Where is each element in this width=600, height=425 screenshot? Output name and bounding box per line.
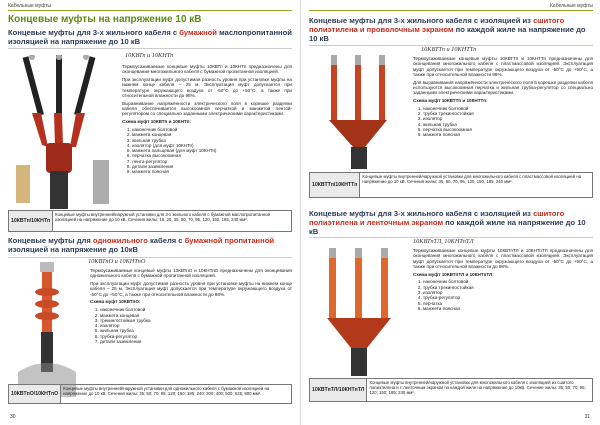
spec-text: Концевые муфты внутренней/наружной установки для многожильного кабеля с пластмассовой изоляцией на напряжение до 10 кВ. Сечения жилы: 35, 50, 70, 95, 120, 150, 185, 240 мм². <box>362 174 582 184</box>
kit-item: 6. перчатка высокоомная <box>132 153 292 158</box>
page-number: 31 <box>584 414 590 420</box>
single-core-termination-image <box>10 262 85 402</box>
kit-item: 7. лента-регулятор <box>132 159 292 164</box>
spec-row <box>309 172 593 198</box>
spec-code: 10КВТпО/10КНТпО <box>9 385 61 403</box>
spec-text: Концевые муфты внутренней/наружной установки для 3-х жильного кабеля с бумажной маслопропитанной изоляцией на напряжение до 10 кВ. Сечения жилы: 16, 25, 35, 50, 70, 95, 120, 150, 185, 240 мм². <box>55 212 270 222</box>
section-title: Концевые муфты для 3-х жильного кабеля с изоляцией из сшитого полиэтилена и проволочным экраном по каждой жиле на напряжение до 10 кВ <box>309 16 586 43</box>
section-title: Концевые муфты для одножильного кабеля с бумажной пропитанной изоляцией на напряжение до 10кВ <box>8 236 275 254</box>
kit-item: 8. детали заземления <box>132 164 292 169</box>
kit-item: 2. манжета концевая <box>100 313 292 318</box>
section-body: Термоусаживаемые концевые муфты 10КВТТп и 10КНТТп предназначены для оконцевания многожильного кабеля с пластмассовой изоляцией. Эксплуатация муфт допускается при температуре окружающего воздуха от -50°С до +50°С, а также при относительной влажности 98%. Для выравнивания напряжённости электрического поля в корешке разделки кабеля используются высокоомная перчатка и жильная трубка-регулятор со специально заданными электрическими характеристиками. Схема муфт 10КВТТп и 10КНТТп: 1. наконечник болтовой 2. трубка трекингостойкая 3. изолятор 4. жильная трубка 5. перчатка высокоомная 6. манжета поясная <box>413 56 593 138</box>
kit-item: 9. манжета поясная <box>132 169 292 174</box>
kit-item: 6. манжета поясная <box>423 132 593 137</box>
kit-item: 3. жильная трубка <box>132 138 292 143</box>
kit-item: 1. наконечник болтовой <box>132 127 292 132</box>
running-head: Кабельные муфты <box>8 3 292 11</box>
xlpe-wire-screen-termination-image <box>309 55 409 170</box>
section-body: Термоусаживаемые концевые муфты 10КВТпТЛ и 10КНТпТЛ предназначены для оконцевания многожильного кабеля с пластмассовой изоляцией. Эксплуатация муфт допускается при температуре окружающего воздуха от -50°С до +50°С, а также при относительной влажности до 98%. Схема муфт 10КВТпТЛ и 10КНТпТЛ: 1. наконечник болтовой 2. трубка трекингостойкая 3. изолятор 4. трубка-регулятор 5. перчатка 6. манжета поясная <box>413 248 593 311</box>
xlpe-tape-screen-termination-image <box>309 248 409 378</box>
kit-item: 3. трекингостойкая трубка <box>100 318 292 323</box>
product-subtitle: 10КВТпО и 10КНТпО <box>88 258 146 265</box>
kit-item: 5. жильная трубка <box>100 328 292 333</box>
kit-item: 6. манжета поясная <box>423 306 593 311</box>
kit-item: 5. перчатка высокоомная <box>423 127 593 132</box>
kit-item: 1. наконечник болтовой <box>100 307 292 312</box>
kit-item: 2. манжета концевая <box>132 132 292 137</box>
spec-row <box>8 210 292 232</box>
kit-item: 1. наконечник болтовой <box>423 279 593 284</box>
kit-item: 6. трубка-регулятор <box>100 334 292 339</box>
kit-item: 4. трубка-регулятор <box>423 295 593 300</box>
kit-item: 3. изолятор <box>423 116 593 121</box>
spec-row <box>8 384 292 404</box>
kit-item: 1. наконечник болтовой <box>423 106 593 111</box>
section-title: Концевые муфты для 3-х жильного кабеля с изоляцией из сшитого полиэтилена и ленточным экраном по каждой жиле на напряжение до 10 кВ <box>309 209 586 236</box>
section-body: Термоусаживаемые концевые муфты 10КВТп и 10КНТп предназначены для оконцевания многожильного кабеля с бумажной пропитанной изоляцией. При эксплуатации муфт допустимая разность уровня при установке муфты на нижнем конце кабеля – 25 м. Эксплуатация муфт допускается при температуре окружающего воздуха от -50°С до +50°С, а также при относительной влажности до 98%. Выравнивание напряжённости электрического поля в корешке разделки кабеля обеспечивается высокоомной перчаткой и манжетой лентой-регулятором со специально заданными электрическими характеристиками. Схема муфт 10КВТп и 10КНТп: 1. наконечник болтовой 2. манжета концевая 3. жильная трубка 4. изолятор (для муфт 10КНТп) 5. манжета пальцевая (для муфт 10КНТп) 6. перчатка высокоомная 7. лента-регулятор 8. детали заземления 9. манжета поясная <box>122 64 292 175</box>
product-subtitle: 10КВТТп и 10КНТТп <box>421 46 477 53</box>
right-page <box>300 0 600 425</box>
divider <box>8 257 292 258</box>
running-head: Кабельные муфты <box>309 3 593 11</box>
kit-item: 5. манжета пальцевая (для муфт 10КНТп) <box>132 148 292 153</box>
cable-termination-image <box>8 55 118 210</box>
kit-item: 4. изолятор <box>100 323 292 328</box>
page-title: Концевые муфты на напряжение 10 кВ <box>8 14 202 25</box>
kit-item: 3. изолятор <box>423 290 593 295</box>
page-number: 30 <box>10 414 16 420</box>
kit-item: 4. жильная трубка <box>423 122 593 127</box>
spec-row <box>309 378 593 402</box>
kit-item: 7. детали заземления <box>100 339 292 344</box>
kit-item: 5. перчатка <box>423 301 593 306</box>
kit-item: 2. трубка трекингостойкая <box>423 285 593 290</box>
product-subtitle: 10КВТпТЛ, 10КНТпТЛ <box>413 238 474 245</box>
spec-code: 10КВТТп/10КНТТп <box>310 173 360 197</box>
kit-item: 4. изолятор (для муфт 10КНТп) <box>132 143 292 148</box>
kit-item: 2. трубка трекингостойкая <box>423 111 593 116</box>
product-subtitle: 10КВТп и 10КНТп <box>125 52 174 59</box>
spec-code: 10КВТп/10КНТп <box>9 211 53 231</box>
divider <box>8 48 292 49</box>
spec-code: 10КВТпТЛ/10КНТпТЛ <box>310 379 367 401</box>
section-title: Концевые муфты для 3-х жильного кабеля с бумажной маслопропитанной изоляцией на напряжение до 10 кВ <box>8 28 292 46</box>
spec-text: Концевые муфты внутренней/наружной установки для одножильного кабеля с бумажной изоляцией на напряжение до 10 кВ. Сечения жилы: 35; 50; 70; 95; 120; 150; 185; 240; 300; 400; 500; 625; 800 мм². <box>63 386 270 396</box>
section-body: Термоусаживаемые концевые муфты 10КВТпО и 10КНТпО предназначены для оконцевания одножильного кабеля с бумажной пропитанной изоляцией. При эксплуатации муфт допустимая разность уровня при установке муфты на нижнем конце кабеля – 25 м. Эксплуатация муфт допускается при температуре окружающего воздуха от -50°С до +50°С, а также при относительной влажности до 98%. Схема муфт 10КВТпО: 1. наконечник болтовой 2. манжета концевая 3. трекингостойкая трубка 4. изолятор 5. жильная трубка 6. трубка-регулятор 7. детали заземления <box>90 268 292 344</box>
spec-text: Концевые муфты внутренней/наружной установки для многожильного кабеля с изоляцией из сшитого полиэтилена и с ленточным экраном по каждой жиле на напряжение до 10кВ. Сечение жилы: 35; 50; 70; 95; 120; 150; 185; 240 мм². <box>369 380 586 395</box>
